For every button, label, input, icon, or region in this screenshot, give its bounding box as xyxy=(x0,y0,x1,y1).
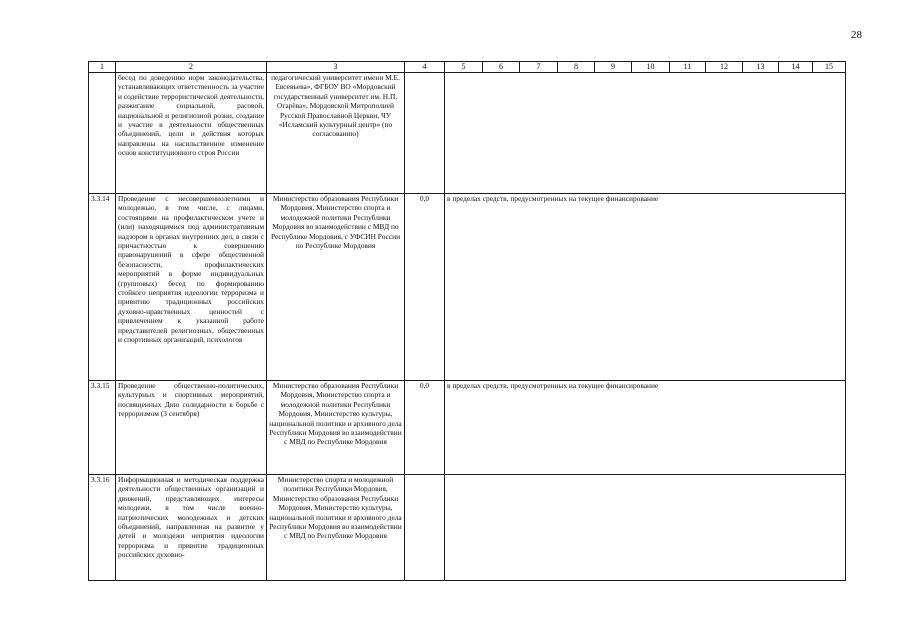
column-header: 13 xyxy=(743,62,779,73)
row-number: 3.3.14 xyxy=(89,194,116,381)
column-header: 11 xyxy=(670,62,706,73)
column-header: 10 xyxy=(632,62,670,73)
row-number: 3.3.16 xyxy=(89,475,116,581)
column-header: 8 xyxy=(558,62,595,73)
column-header: 12 xyxy=(706,62,743,73)
measures-table xyxy=(88,61,846,581)
page-number: 28 xyxy=(851,29,862,41)
column-header: 14 xyxy=(779,62,813,73)
measure-description: Информационная и методическая поддержка деятельности общественных организаций и движений, представляющих интересы молодежи, в том числе военно-патриотических молодежных и детских объединений, направленная на развитие у детей и молодежи неприятия идеологии терроризма и привитие традиционных российских духовно- xyxy=(116,475,267,581)
funding-value xyxy=(405,475,445,581)
column-header: 9 xyxy=(595,62,632,73)
measure-description: Проведение общественно-политических, культурных и спортивных мероприятий, посвященных Дню солидарности в борьбе с терроризмом (3 сентября) xyxy=(116,381,267,475)
table-row xyxy=(89,381,846,475)
column-header: 7 xyxy=(520,62,558,73)
row-number: 3.3.15 xyxy=(89,381,116,475)
table-row xyxy=(89,73,846,194)
measure-description: бесед по доведению норм законодательства, устанавливающих ответственность за участие и содействие террористической деятельности, разжигание социальной, расовой, национальной и религиозной розни, создание и участие в деятельности общественных объединений, цели и действия которых направлены на насильственное изменение основ конституционного строя России xyxy=(116,73,267,194)
financing-note: в пределах средств, предусмотренных на текущее финансирование xyxy=(445,381,846,475)
column-header: 3 xyxy=(267,62,405,73)
financing-note xyxy=(445,475,846,581)
financing-note: в пределах средств, предусмотренных на текущее финансирование xyxy=(445,194,846,381)
column-header: 5 xyxy=(445,62,483,73)
table-row xyxy=(89,194,846,381)
column-header: 1 xyxy=(89,62,116,73)
measure-executors: Министерство спорта и молодежной политики Республики Мордовия, Министерство образования Республики Мордовия, Министерство культуры, национальной политики и архивного дела Республики Мордовия во взаимодействии с МВД по Республике Мордовия xyxy=(267,475,405,581)
funding-value xyxy=(405,73,445,194)
table-row xyxy=(89,475,846,581)
row-number xyxy=(89,73,116,194)
measure-executors: Министерство образования Республики Мордовия, Министерство спорта и молодежной политики Республики Мордовия, Министерство культуры, национальной политики и архивного дела Республики Мордовия во взаимодействии с МВД по Республике Мордовия xyxy=(267,381,405,475)
column-header: 2 xyxy=(116,62,267,73)
column-header: 4 xyxy=(405,62,445,73)
measure-description: Проведение с несовершеннолетними и молодежью, в том числе, с лицами, состоящими на профилактическом учете и (или) находящимися под административным надзором в органах внутренних дел, в связи с причастностью к совершению правонарушений в сфере общественной безопасности, профилактических мероприятий в форме индивидуальных (групповых) бесед по формированию стойкого неприятия идеологии терроризма и привитию традиционных российских духовно-нравственных ценностей с привлечением к указанной работе представителей религиозных, общественных и спортивных организаций, психологов xyxy=(116,194,267,381)
funding-value: 0,0 xyxy=(405,381,445,475)
column-header: 15 xyxy=(813,62,846,73)
column-header: 6 xyxy=(483,62,520,73)
measure-executors: педагогический университет имени М.Е. Евсевьева», ФГБОУ ВО «Мордовский государственный университет им. Н.П. Огарёва», Мордовской Митрополией Русской Православной Церкви, ЧУ «Исламский культурный центр» (по согласованию) xyxy=(267,73,405,194)
measure-executors: Министерство образования Республики Мордовия, Министерство спорта и молодежной политики Республики Мордовия во взаимодействии с МВД по Республике Мордовия, с УФСИН России по Республике Мордовия xyxy=(267,194,405,381)
financing-note xyxy=(445,73,846,194)
table-header-row xyxy=(89,62,846,73)
funding-value: 0,0 xyxy=(405,194,445,381)
